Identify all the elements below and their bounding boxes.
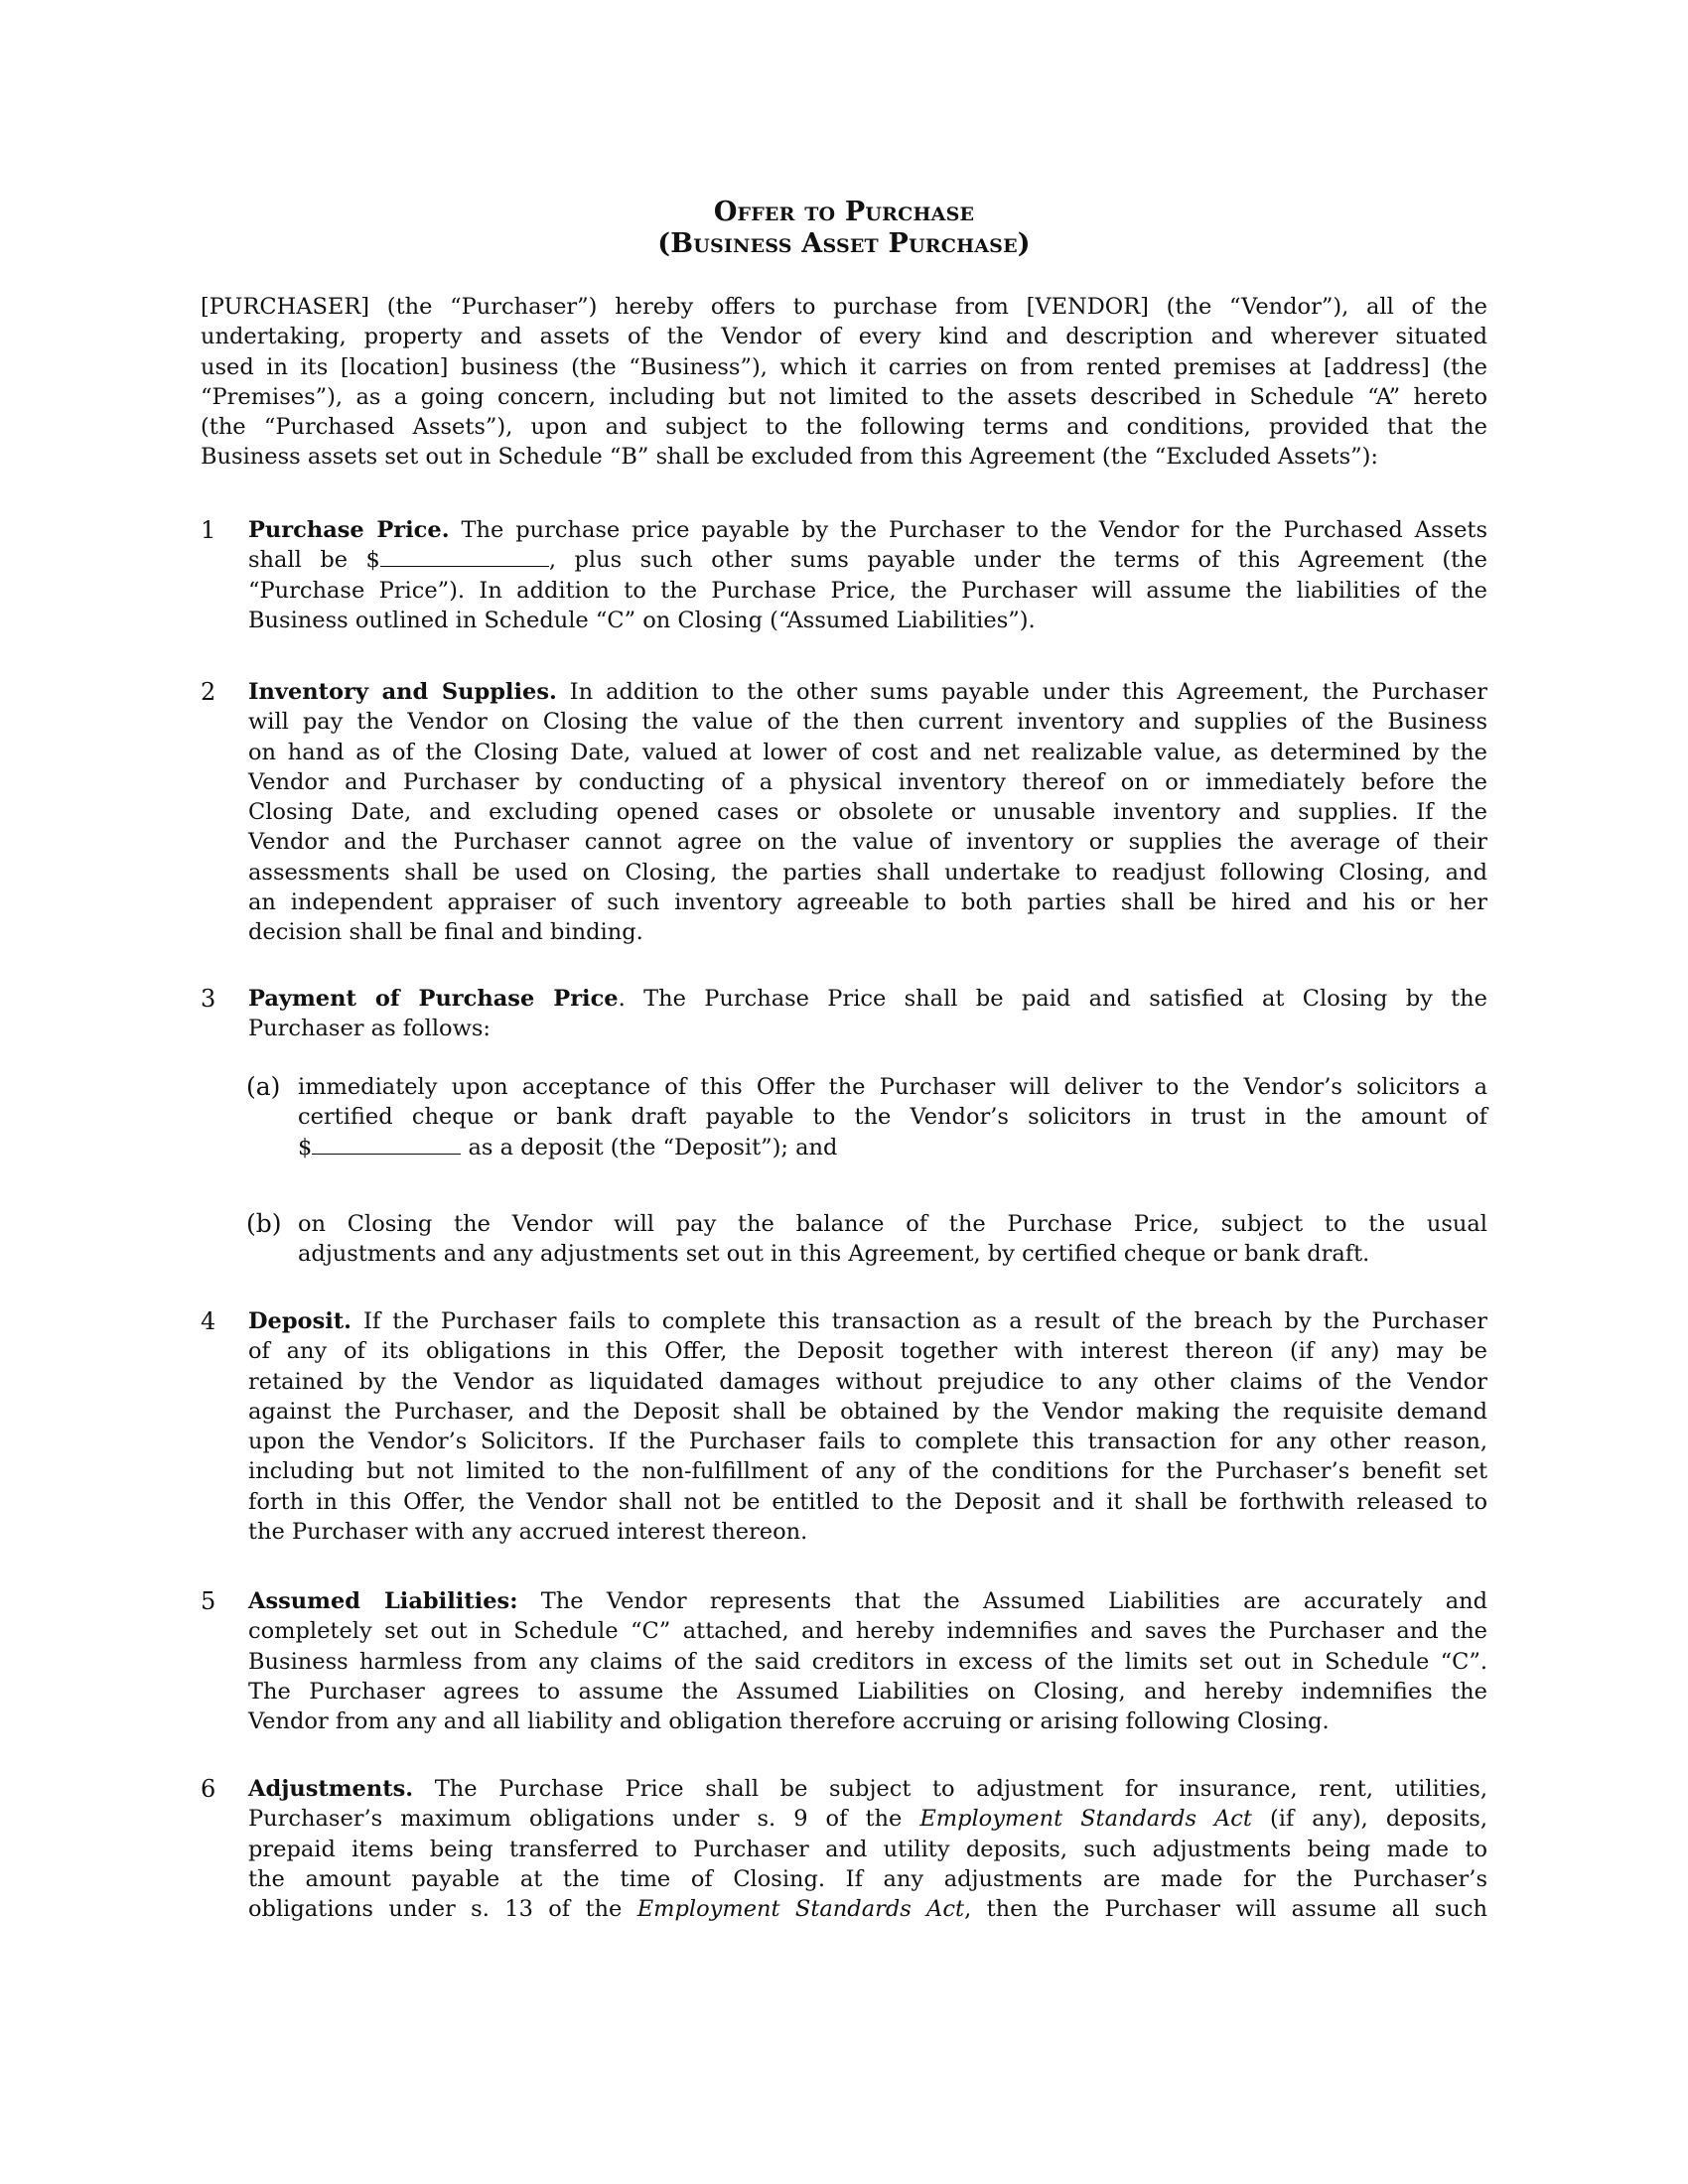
section-line: of any of its obligations in this Offer, the Deposit together with interest thereon (if any) may be (248, 1338, 1487, 1365)
section-line: Payment of Purchase Price. The Purchase Price shall be paid and satisfied at Closing by the (248, 986, 1487, 1012)
section-number: 2 (201, 678, 216, 706)
subitem-label: (a) (246, 1072, 281, 1101)
section-line: Inventory and Supplies. In addition to the other sums payable under this Agreement, the Purchaser (248, 679, 1487, 705)
section-line: shall be $ , plus such other sums payable under the terms of this Agreement (the (248, 547, 1487, 574)
section-line: an independent appraiser of such inventory agreeable to both parties shall be hired and his or her (248, 889, 1487, 916)
section-line: Vendor and Purchaser by conducting of a physical inventory thereof on or immediately before the (248, 768, 1487, 795)
act-title: Employment Standards Act (636, 1896, 965, 1923)
section-line: retained by the Vendor as liquidated damages without prejudice to any other claims of the Vendor (248, 1368, 1487, 1395)
section-line: against the Purchaser, and the Deposit shall be obtained by the Vendor making the requisite demand (248, 1398, 1487, 1425)
section-number: 1 (201, 516, 216, 544)
section-line: the Purchaser with any accrued interest thereon. (248, 1519, 808, 1546)
section-line: “Purchase Price”). In addition to the Purchase Price, the Purchaser will assume the liabilities of the (248, 577, 1487, 604)
section-line: Business harmless from any claims of the said creditors in excess of the limits set out in Schedule “C”. (248, 1648, 1487, 1675)
subitem-b (298, 1209, 1487, 1270)
section-heading: Inventory and Supplies. (248, 679, 557, 705)
section-inventory-supplies (248, 677, 1487, 948)
subitem-line: adjustments and any adjustments set out in this Agreement, by certified cheque or bank draft. (298, 1241, 1370, 1268)
section-line: Deposit. If the Purchaser fails to complete this transaction as a result of the breach by the Purchaser (248, 1308, 1487, 1334)
section-number: 4 (201, 1307, 216, 1335)
section-line: obligations under s. 13 of the Employment Standards Act, then the Purchaser will assume all such (248, 1896, 1487, 1923)
section-line: completely set out in Schedule “C” attached, and hereby indemnifies and saves the Purchaser and the (248, 1618, 1487, 1645)
section-heading: Deposit. (248, 1308, 352, 1334)
section-line: upon the Vendor’s Solicitors. If the Purchaser fails to complete this transaction for any other reason, (248, 1429, 1487, 1455)
section-assumed-liabilities (248, 1586, 1487, 1736)
section-line: the amount payable at the time of Closing. If any adjustments are made for the Purchaser’s (248, 1865, 1487, 1892)
section-line: decision shall be final and binding. (248, 919, 643, 946)
section-line: Purchase Price. The purchase price payable by the Purchaser to the Vendor for the Purchased Assets (248, 517, 1487, 543)
section-payment (248, 984, 1487, 1044)
section-line: Business outlined in Schedule “C” on Closing (“Assumed Liabilities”). (248, 607, 1036, 633)
section-heading: Payment of Purchase Price (248, 986, 619, 1012)
section-purchase-price (248, 515, 1487, 635)
purchase-price-blank (380, 546, 549, 567)
section-number: 6 (201, 1775, 216, 1803)
section-line: Vendor and the Purchaser cannot agree on the value of inventory or supplies the average of their (248, 829, 1487, 856)
section-line: Closing Date, and excluding opened cases or obsolete or unusable inventory and supplies. If the (248, 799, 1487, 826)
subitem-line: on Closing the Vendor will pay the balance of the Purchase Price, subject to the usual (298, 1211, 1487, 1237)
subitem-a (298, 1072, 1487, 1162)
section-line: Assumed Liabilities: The Vendor represents that the Assumed Liabilities are accurately and (248, 1588, 1487, 1614)
section-heading: Adjustments. (248, 1776, 414, 1802)
document-subtitle: (Business Asset Purchase) (657, 228, 1031, 259)
section-number: 3 (201, 985, 216, 1013)
section-heading: Purchase Price. (248, 517, 450, 543)
intro-line: (the “Purchased Assets”), upon and subject to the following terms and conditions, provided that the (201, 414, 1487, 441)
subitem-line: immediately upon acceptance of this Offer the Purchaser will deliver to the Vendor’s solicitors a (298, 1074, 1487, 1100)
section-line: assessments shall be used on Closing, the parties shall undertake to readjust following Closing, and (248, 859, 1487, 886)
subitem-line: $ as a deposit (the “Deposit”); and (298, 1134, 838, 1160)
intro-line: used in its [location] business (the “Business”), which it carries on from rented premises at [address] (the (201, 353, 1487, 380)
subitem-line: certified cheque or bank draft payable to the Vendor’s solicitors in trust in the amount of (298, 1104, 1487, 1131)
section-heading: Assumed Liabilities: (248, 1588, 518, 1614)
section-line: including but not limited to the non-fulfillment of any of the conditions for the Purchaser’s benefit set (248, 1458, 1487, 1485)
document-title: Offer to Purchase (713, 197, 975, 227)
section-line: forth in this Offer, the Vendor shall not be entitled to the Deposit and it shall be forthwith released to (248, 1488, 1487, 1515)
section-deposit (248, 1306, 1487, 1547)
intro-line: “Premises”), as a going concern, including but not limited to the assets described in Schedule “A” hereto (201, 383, 1487, 410)
section-line: Vendor from any and all liability and obligation therefore accruing or arising following Closing. (248, 1708, 1330, 1735)
act-title: Employment Standards Act (919, 1806, 1252, 1833)
intro-line: undertaking, property and assets of the Vendor of every kind and description and wherever situated (201, 324, 1487, 350)
intro-line: Business assets set out in Schedule “B” shall be excluded from this Agreement (the “Excluded Assets”): (201, 444, 1378, 471)
section-number: 5 (201, 1587, 216, 1615)
section-line: on hand as of the Closing Date, valued at lower of cost and net realizable value, as determined by the (248, 739, 1487, 765)
intro-line: [PURCHASER] (the “Purchaser”) hereby offers to purchase from [VENDOR] (the “Vendor”), all of the (201, 294, 1487, 320)
section-adjustments (248, 1774, 1487, 1924)
deposit-blank (312, 1134, 461, 1155)
section-line: Purchaser as follows: (248, 1016, 491, 1042)
section-line: Adjustments. The Purchase Price shall be subject to adjustment for insurance, rent, utilities, (248, 1776, 1487, 1802)
section-line: Purchaser’s maximum obligations under s. 9 of the Employment Standards Act (if any), deposits, (248, 1806, 1487, 1833)
section-line: prepaid items being transferred to Purchaser and utility deposits, such adjustments being made to (248, 1836, 1487, 1862)
section-line: will pay the Vendor on Closing the value of the then current inventory and supplies of the Business (248, 709, 1487, 736)
section-line: The Purchaser agrees to assume the Assumed Liabilities on Closing, and hereby indemnifies the (248, 1678, 1487, 1705)
subitem-label: (b) (246, 1209, 282, 1238)
intro-paragraph (201, 292, 1487, 473)
